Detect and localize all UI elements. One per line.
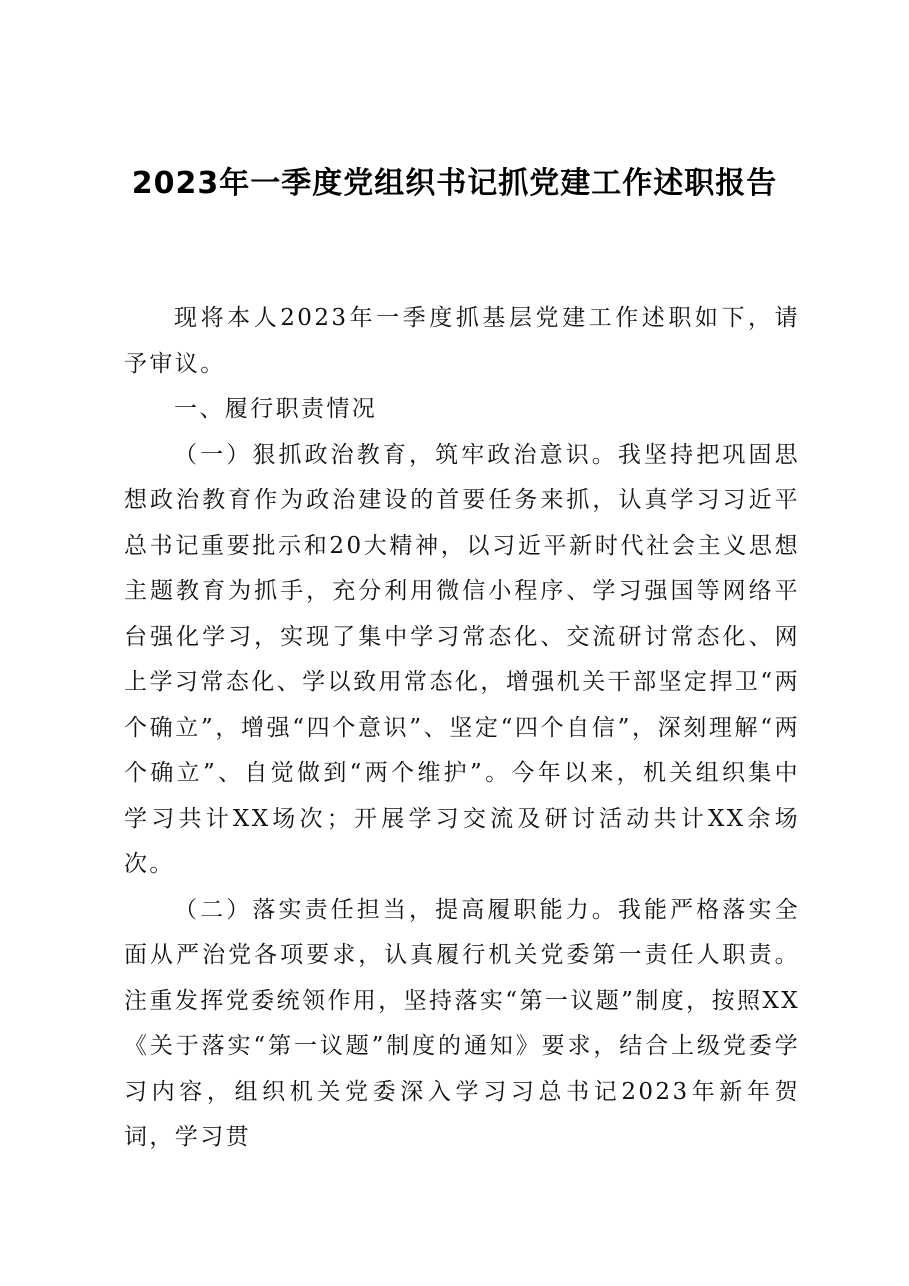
document-body: [124, 296, 800, 1161]
paragraph-responsibility: （二）落实责任担当，提高履职能力。我能严格落实全面从严治党各项要求，认真履行机关党委第一责任人职责。注重发挥党委统领作用，坚持落实“第一议题”制度，按照XX《关于落实“第一议题”制度的通知》要求，结合上级党委学习内容，组织机关党委深入学习习总书记2023年新年贺词，学习贯: [124, 896, 800, 1150]
section-heading-1: 一、履行职责情况: [174, 396, 378, 422]
paragraph-political-education: （一）狠抓政治教育，筑牢政治意识。我坚持把巩固思想政治教育作为政治建设的首要任务来抓，认真学习习近平总书记重要批示和20大精神，以习近平新时代社会主义思想主题教育为抓手，充分利用微信小程序、学习强国等网络平台强化学习，实现了集中学习常态化、交流研讨常态化、网上学习常态化、学以致用常态化，增强机关干部坚定捍卫“两个确立”，增强“四个意识”、坚定“四个自信”，深刻理解“两个确立”、自觉做到“两个维护”。今年以来，机关组织集中学习共计XX场次；开展学习交流及研讨活动共计XX余场次。: [124, 441, 800, 877]
paragraph-intro: 现将本人2023年一季度抓基层党建工作述职如下，请予审议。: [124, 305, 800, 377]
document-title: 2023年一季度党组织书记抓党建工作述职报告: [131, 166, 778, 201]
